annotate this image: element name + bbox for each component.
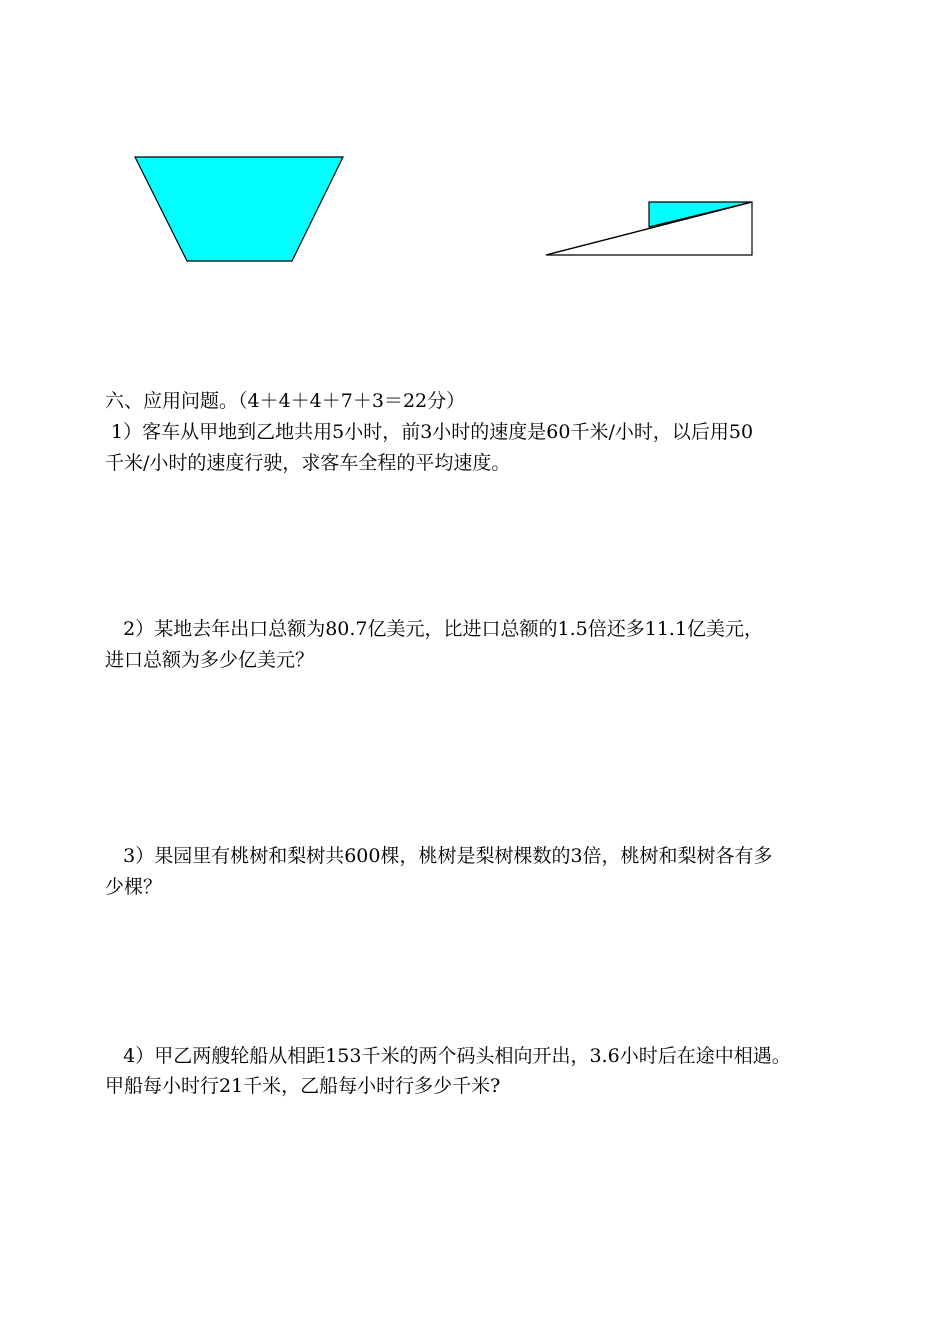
problem-4-line-2: 甲船每小时行21千米，乙船每小时行多少千米? — [105, 1075, 501, 1097]
trapezoid-figure — [135, 157, 343, 261]
section-heading: 六、应用问题。（4＋4＋4＋7＋3＝22分） — [105, 390, 466, 412]
problem-2-line-1: 2）某地去年出口总额为80.7亿美元，比进口总额的1.5倍还多11.1亿美元， — [105, 618, 764, 640]
problem-3-line-2: 少棵？ — [105, 876, 163, 898]
problem-3-line-1: 3）果园里有桃树和梨树共600棵，桃树是梨树棵数的3倍，桃树和梨树各有多 — [105, 845, 773, 867]
problem-4-line-1: 4）甲乙两艘轮船从相距153千米的两个码头相向开出，3.6小时后在途中相遇。 — [105, 1045, 791, 1067]
problem-2-line-2: 进口总额为多少亿美元？ — [105, 649, 315, 671]
figures-area — [0, 0, 950, 300]
problem-1-line-1: 1）客车从甲地到乙地共用5小时，前3小时的速度是60千米/小时，以后用50 — [105, 421, 754, 443]
problem-1-line-2: 千米/小时的速度行驶，求客车全程的平均速度。 — [105, 452, 511, 474]
